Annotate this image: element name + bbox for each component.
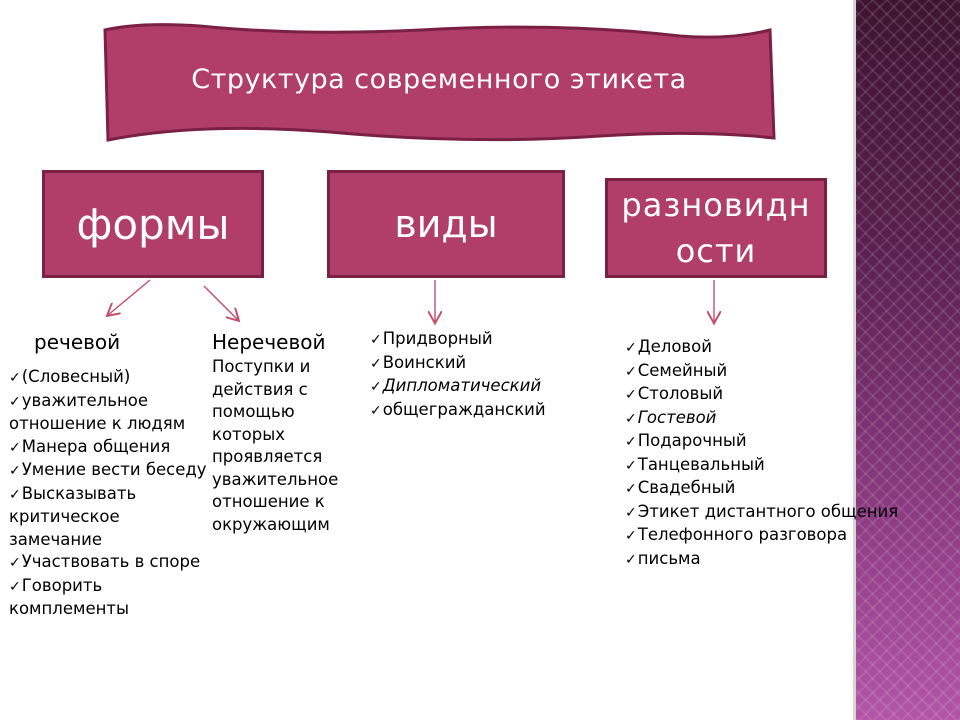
list-item: ✓Танцевальный bbox=[625, 454, 765, 474]
list-item: ✓Воинский bbox=[370, 352, 467, 372]
nonspeech-description: Поступки и действия с помощью которых проявляется уважительное отношение к окружающим bbox=[212, 357, 339, 534]
check-icon: ✓ bbox=[370, 332, 382, 348]
list-item: ✓уважительное отношение к людям bbox=[9, 390, 186, 433]
check-icon: ✓ bbox=[625, 528, 637, 544]
box-forms-label: формы bbox=[76, 199, 230, 249]
list-item: ✓Гостевой bbox=[625, 407, 717, 427]
list-item: ✓Умение вести беседу bbox=[9, 460, 207, 479]
box-types-label: виды bbox=[394, 202, 498, 246]
check-icon: ✓ bbox=[625, 457, 637, 474]
types-list bbox=[370, 328, 600, 422]
check-icon: ✓ bbox=[625, 387, 637, 403]
heading-speech: речевой bbox=[34, 330, 121, 354]
diagram-title: Структура современного этикета bbox=[191, 64, 687, 95]
heading-nonspeech: Неречевой bbox=[212, 330, 326, 354]
list-item: ✓Участвовать в споре bbox=[9, 552, 201, 571]
check-icon: ✓ bbox=[370, 402, 382, 419]
check-icon: ✓ bbox=[625, 481, 637, 497]
check-icon: ✓ bbox=[9, 393, 21, 410]
list-item: ✓Свадебный bbox=[625, 478, 736, 497]
list-item: ✓(Словесный) bbox=[9, 367, 131, 386]
check-icon: ✓ bbox=[625, 504, 637, 521]
arrow-forms-nonspeech bbox=[204, 286, 238, 320]
list-item: ✓Телефонного разговора bbox=[625, 525, 848, 544]
list-item: ✓общегражданский bbox=[370, 399, 546, 419]
list-item: ✓Придворный bbox=[370, 329, 493, 348]
box-varieties-label: разновидности bbox=[621, 186, 811, 270]
list-item: ✓Деловой bbox=[625, 337, 712, 356]
varieties-list bbox=[625, 336, 925, 571]
check-icon: ✓ bbox=[9, 439, 21, 456]
check-icon: ✓ bbox=[625, 434, 637, 450]
check-icon: ✓ bbox=[625, 551, 637, 568]
check-icon: ✓ bbox=[370, 355, 382, 372]
speech-list bbox=[9, 366, 209, 621]
check-icon: ✓ bbox=[9, 463, 21, 479]
check-icon: ✓ bbox=[370, 379, 382, 395]
list-item: ✓Высказывать критическое замечание bbox=[9, 483, 137, 549]
list-item: ✓Этикет дистантного общения bbox=[625, 501, 899, 521]
list-item: ✓Говорить комплементы bbox=[9, 575, 130, 618]
check-icon: ✓ bbox=[625, 340, 637, 356]
list-item: ✓письма bbox=[625, 548, 701, 568]
list-item: ✓Столовый bbox=[625, 384, 724, 403]
check-icon: ✓ bbox=[9, 370, 21, 386]
list-item: ✓Манера общения bbox=[9, 436, 171, 456]
list-item: ✓Подарочный bbox=[625, 431, 747, 450]
check-icon: ✓ bbox=[625, 363, 637, 380]
check-icon: ✓ bbox=[625, 410, 637, 427]
list-item: ✓Семейный bbox=[625, 360, 728, 380]
list-item: ✓Дипломатический bbox=[370, 376, 542, 395]
check-icon: ✓ bbox=[9, 555, 21, 571]
check-icon: ✓ bbox=[9, 486, 21, 503]
check-icon: ✓ bbox=[9, 578, 21, 595]
arrow-forms-speech bbox=[108, 280, 150, 315]
